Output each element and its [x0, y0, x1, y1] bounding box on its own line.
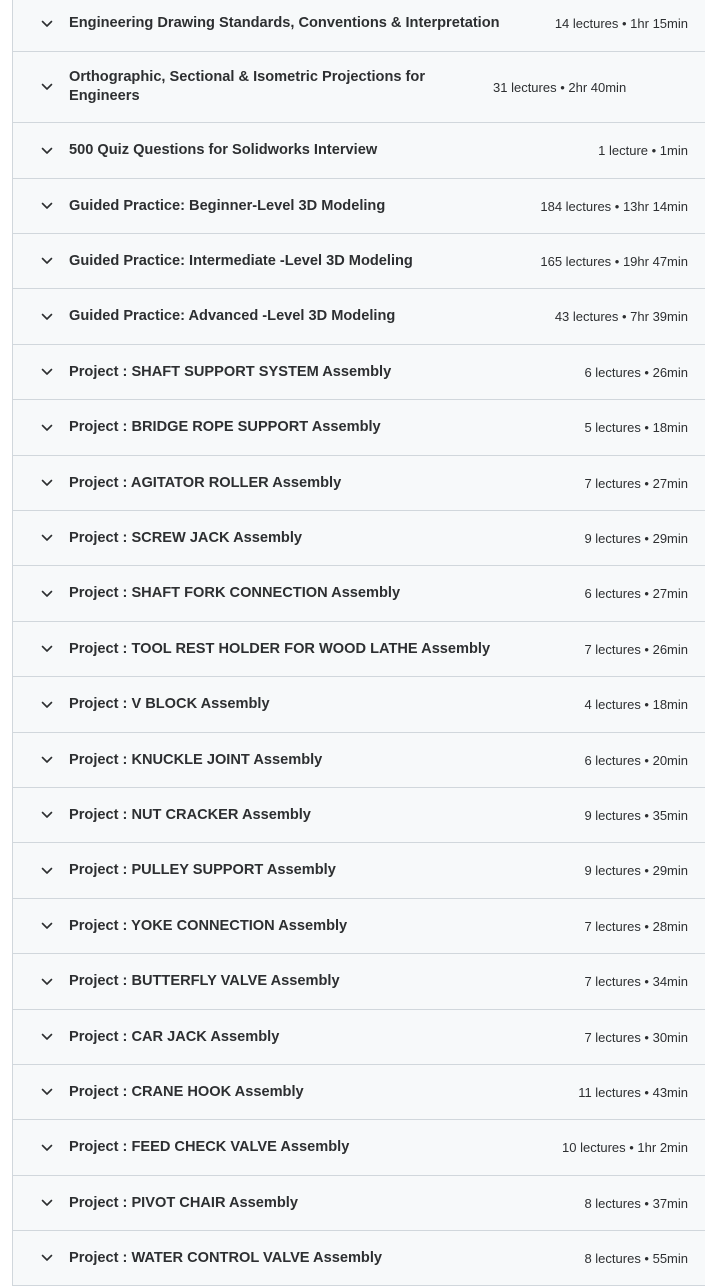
chevron-down-icon[interactable]: [36, 1137, 58, 1159]
section-title: Guided Practice: Intermediate -Level 3D Modeling: [69, 252, 413, 269]
section-meta: 5 lectures • 18min: [584, 420, 688, 435]
chevron-down-icon[interactable]: [36, 1247, 58, 1269]
section-meta: 9 lectures • 35min: [584, 807, 688, 823]
section-title: Project : CRANE HOOK Assembly: [69, 1083, 304, 1100]
section-title: Project : FEED CHECK VALVE Assembly: [69, 1139, 350, 1155]
section-title: 500 Quiz Questions for Solidworks Interview: [69, 142, 378, 158]
section-title: Project : CAR JACK Assembly: [69, 1028, 280, 1045]
chevron-down-icon[interactable]: [36, 749, 58, 771]
section-title: Project : PIVOT CHAIR Assembly: [69, 1194, 298, 1211]
section-header[interactable]: [13, 1231, 705, 1286]
section-title: Project : V BLOCK Assembly: [69, 696, 270, 712]
section-header[interactable]: [13, 954, 705, 1010]
section-title: Project : NUT CRACKER Assembly: [69, 806, 311, 823]
chevron-down-icon[interactable]: [36, 250, 58, 272]
section-title: Project : BUTTERFLY VALVE Assembly: [69, 973, 340, 989]
chevron-down-icon[interactable]: [36, 417, 58, 439]
section-meta: 1 lecture • 1min: [598, 143, 688, 158]
chevron-down-icon[interactable]: [36, 860, 58, 882]
chevron-down-icon[interactable]: [36, 1081, 58, 1103]
section-meta: 184 lectures • 13hr 14min: [540, 198, 688, 214]
curriculum-section-list: [12, 0, 705, 1286]
section-header[interactable]: [13, 1010, 705, 1065]
chevron-down-icon[interactable]: [36, 140, 58, 162]
section-header[interactable]: [13, 733, 705, 788]
section-meta: 165 lectures • 19hr 47min: [540, 253, 688, 269]
chevron-down-icon[interactable]: [36, 915, 58, 937]
section-meta: 7 lectures • 30min: [584, 1029, 688, 1045]
chevron-down-icon[interactable]: [36, 361, 58, 383]
section-header[interactable]: [13, 677, 705, 733]
section-header[interactable]: [13, 52, 705, 123]
section-meta: 11 lectures • 43min: [578, 1084, 688, 1100]
section-meta: 7 lectures • 26min: [584, 641, 688, 657]
section-header[interactable]: [13, 0, 705, 52]
section-title: Project : PULLEY SUPPORT Assembly: [69, 862, 336, 878]
section-header[interactable]: [13, 1176, 705, 1231]
section-header[interactable]: [13, 345, 705, 400]
chevron-down-icon[interactable]: [36, 195, 58, 217]
section-title: Project : BRIDGE ROPE SUPPORT Assembly: [69, 419, 381, 435]
section-meta: 10 lectures • 1hr 2min: [562, 1140, 688, 1155]
chevron-down-icon[interactable]: [36, 1026, 58, 1048]
chevron-down-icon[interactable]: [36, 527, 58, 549]
chevron-down-icon[interactable]: [36, 971, 58, 993]
chevron-down-icon[interactable]: [36, 76, 58, 98]
chevron-down-icon[interactable]: [36, 804, 58, 826]
section-header[interactable]: [13, 566, 705, 622]
section-meta: 4 lectures • 18min: [584, 697, 688, 712]
section-header[interactable]: [13, 179, 705, 234]
section-meta: 8 lectures • 37min: [584, 1195, 688, 1211]
section-meta: 6 lectures • 27min: [584, 586, 688, 601]
section-header[interactable]: [13, 788, 705, 843]
chevron-down-icon[interactable]: [36, 638, 58, 660]
section-title: Project : SCREW JACK Assembly: [69, 529, 303, 546]
section-title: Project : SHAFT FORK CONNECTION Assembly: [69, 585, 401, 601]
section-meta: 8 lectures • 55min: [584, 1250, 688, 1266]
section-header[interactable]: [13, 456, 705, 511]
section-meta: 31 lectures • 2hr 40min: [493, 79, 627, 95]
section-title: Project : WATER CONTROL VALVE Assembly: [69, 1249, 383, 1266]
section-meta: 6 lectures • 26min: [584, 364, 688, 380]
section-header[interactable]: [13, 400, 705, 456]
section-title: Project : YOKE CONNECTION Assembly: [69, 917, 348, 934]
section-header[interactable]: [13, 234, 705, 289]
section-title: Project : TOOL REST HOLDER FOR WOOD LATHE Assembly: [69, 640, 491, 657]
section-header[interactable]: [13, 123, 705, 179]
section-title: Engineering Drawing Standards, Conventions & Interpretation: [69, 15, 500, 31]
section-header[interactable]: [13, 1120, 705, 1176]
chevron-down-icon[interactable]: [36, 13, 58, 35]
section-title: Project : SHAFT SUPPORT SYSTEM Assembly: [69, 363, 392, 380]
chevron-down-icon[interactable]: [36, 472, 58, 494]
section-title: Project : KNUCKLE JOINT Assembly: [69, 751, 323, 768]
section-title: Guided Practice: Beginner-Level 3D Modeling: [69, 197, 386, 214]
chevron-down-icon[interactable]: [36, 1192, 58, 1214]
section-meta: 7 lectures • 28min: [584, 918, 688, 934]
section-header[interactable]: [13, 843, 705, 899]
section-meta: 43 lectures • 7hr 39min: [554, 309, 688, 324]
section-meta: 9 lectures • 29min: [584, 863, 688, 878]
section-title: Orthographic, Sectional & Isometric Projections for Engineers: [69, 69, 425, 104]
section-header[interactable]: [13, 622, 705, 677]
section-header[interactable]: [13, 289, 705, 345]
section-header[interactable]: [13, 899, 705, 954]
section-meta: 14 lectures • 1hr 15min: [554, 16, 688, 31]
section-title: Project : AGITATOR ROLLER Assembly: [69, 474, 342, 491]
chevron-down-icon[interactable]: [36, 306, 58, 328]
section-header[interactable]: [13, 511, 705, 566]
section-meta: 6 lectures • 20min: [584, 752, 688, 768]
section-meta: 7 lectures • 34min: [584, 974, 688, 989]
section-meta: 9 lectures • 29min: [584, 530, 688, 546]
section-title: Guided Practice: Advanced -Level 3D Modeling: [69, 308, 396, 324]
chevron-down-icon[interactable]: [36, 583, 58, 605]
section-header[interactable]: [13, 1065, 705, 1120]
chevron-down-icon[interactable]: [36, 694, 58, 716]
section-meta: 7 lectures • 27min: [584, 475, 688, 491]
